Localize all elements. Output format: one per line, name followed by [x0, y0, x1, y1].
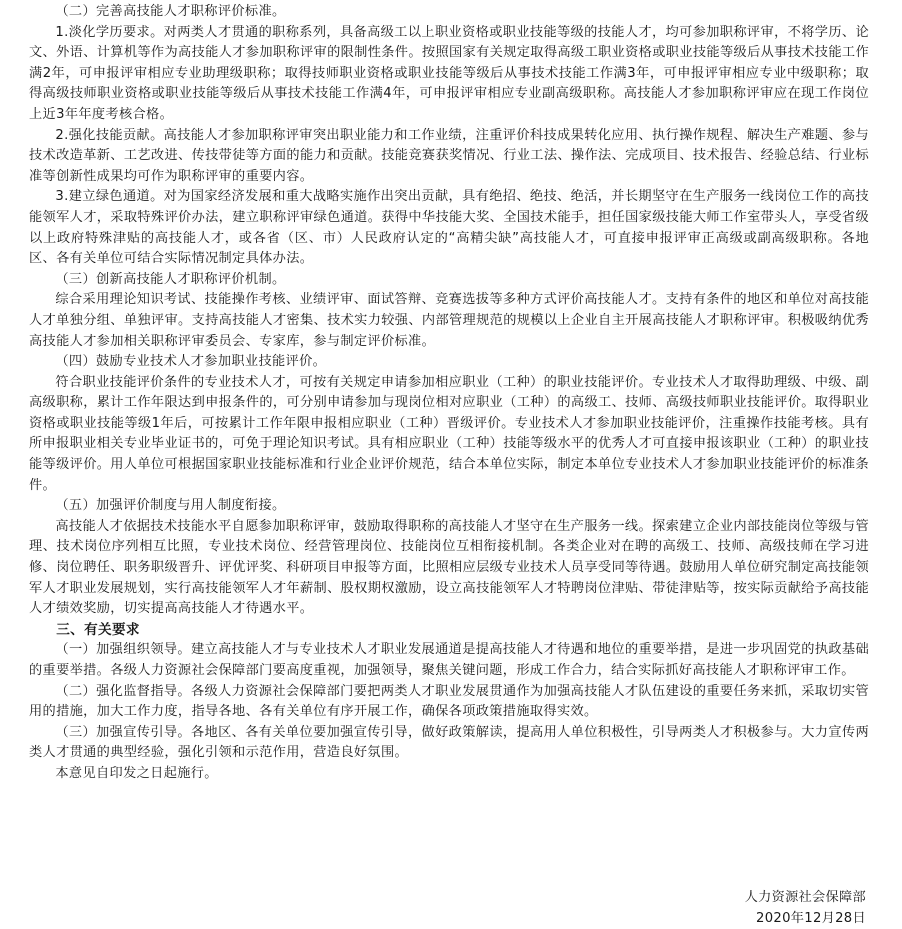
paragraph-organization-leadership: （一）加强组织领导。建立高技能人才与专业技术人才职业发展通道是提高技能人才待遇和地位的重要举措，是进一步巩固党的执政基础的重要举措。各级人力资源社会保障部门要高度重视，加强领导，聚焦关键问题，形成工作合力，结合实际抓好高技能人才职称评审工作。 [29, 642, 869, 678]
signature-block [745, 888, 866, 929]
subheading-skill-evaluation: （四）鼓励专业技术人才参加职业技能评价。 [55, 354, 327, 370]
paragraph-evaluation-methods: 综合采用理论知识考试、技能操作考核、业绩评审、面试答辩、竞赛选拔等多种方式评价高技能人才。支持有条件的地区和单位对高技能人才单独分组、单独评审。支持高技能人才密集、技术实力较强、内部管理规范的规模以上企业自主开展高技能人才职称评审。积极吸纳优秀高技能人才参加相关职称评审委员会、专家库，参与制定评价标准。 [29, 292, 869, 349]
issuer-name: 人力资源社会保障部 [744, 890, 866, 905]
paragraph-treatment-improvement: 高技能人才依据技术技能水平自愿参加职称评审，鼓励取得职称的高技能人才坚守在生产服务一线。探索建立企业内部技能岗位等级与管理、技术岗位序列相互比照，专业技术岗位、经营管理岗位、技能岗位互相衔接机制。各类企业对在聘的高级工、技师、高级技师在学习进修、岗位聘任、职务职级晋升、评优评奖、科研项目申报等方面，比照相应层级专业技术人员享受同等待遇。鼓励用人单位研究制定高技能领军人才职业发展规划，实行高技能领军人才年薪制、股权期权激励，设立高技能领军人才特聘岗位津贴、带徒津贴等，按实际贡献给予高技能人才绩效奖励，切实提高高技能人才待遇水平。 [29, 518, 869, 617]
subheading-evaluation-mechanism: （三）创新高技能人才职称评价机制。 [55, 271, 286, 287]
paragraph-effective-date: 本意见自印发之日起施行。 [55, 765, 218, 781]
paragraph-supervision-guidance: （二）强化监督指导。各级人力资源社会保障部门要把两类人才职业发展贯通作为加强高技能人才队伍建设的重要任务来抓，采取切实管用的措施，加大工作力度，指导各地、各有关单位有序开展工作，确保各项政策措施取得实效。 [29, 683, 869, 720]
paragraph-green-channel: 3.建立绿色通道。对为国家经济发展和重大战略实施作出突出贡献，具有绝招、绝技、绝活，并长期坚守在生产服务一线岗位工作的高技能领军人才，采取特殊评价办法，建立职称评审绿色通道。获得中华技能大奖、全国技术能手，担任国家级技能大师工作室带头人，享受省级以上政府特殊津贴的高技能人才，或各省（区、市）人民政府认定的“高精尖缺”高技能人才，可直接申报评审正高级或副高级职称。各地区、各有关单位可结合实际情况制定具体办法。 [29, 189, 869, 267]
subheading-system-connection: （五）加强评价制度与用人制度衔接。 [55, 498, 286, 514]
subheading-improve-standards: （二）完善高技能人才职称评价标准。 [55, 4, 286, 19]
paragraph-skill-contribution: 2.强化技能贡献。高技能人才参加职称评审突出职业能力和工作业绩，注重评价科技成果转化应用、执行操作规程、解决生产难题、参与技术改造革新、工艺改进、传技带徒等方面的能力和贡献。技能竞赛获奖情况、行业工法、操作法、完成项目、技术报告、经验总结、行业标准等创新性成果均可作为职称评审的重要内容。 [29, 127, 869, 184]
paragraph-publicity-guidance: （三）加强宣传引导。各地区、各有关单位要加强宣传引导，做好政策解读，提高用人单位积极性，引导两类人才积极参与。大力宣传两类人才贯通的典型经验，强化引领和示范作用，营造良好氛围。 [29, 724, 869, 761]
paragraph-professional-skill-evaluation: 符合职业技能评价条件的专业技术人才，可按有关规定申请参加相应职业（工种）的职业技能评价。专业技术人才取得助理级、中级、副高级职称，累计工作年限达到申报条件的，可分别申请参加与现岗位相对应职业（工种）的高级工、技师、高级技师职业技能评价。取得职业资格或职业技能等级1年后，可按累计工作年限申报相应职业（工种）晋级评价。专业技术人才参加职业技能评价，注重操作技能考核。具有所申报职业相关专业毕业证书的，可免于理论知识考试。具有相应职业（工种）技能等级水平的优秀人才可直接申报该职业（工种）的职业技能等级评价。用人单位可根据国家职业技能标准和行业企业评价规范，结合本单位实际，制定本单位专业技术人才参加职业技能评价的标准条件。 [29, 374, 869, 493]
paragraph-education-requirement: 1.淡化学历要求。对两类人才贯通的职称系列，具备高级工以上职业资格或职业技能等级的技能人才，均可参加职称评审，不将学历、论文、外语、计算机等作为高技能人才参加职称评审的限制性条件。按照国家有关规定取得高级工职业资格或职业技能等级后从事技术技能工作满2年，可申报评审相应专业助理级职称；取得技师职业资格或职业技能等级后从事技术技能工作满3年，可申报评审相应专业中级职称；取得高级技师职业资格或职业技能等级后从事技术技能工作满4年，可申报评审相应专业副高级职称。高技能人才参加职称评审应在现工作岗位上近3年年度考核合格。 [29, 24, 869, 122]
issue-date: 2020年12月28日 [756, 910, 866, 926]
document-body [29, 2, 869, 785]
section-heading-requirements: 三、有关要求 [56, 621, 140, 638]
